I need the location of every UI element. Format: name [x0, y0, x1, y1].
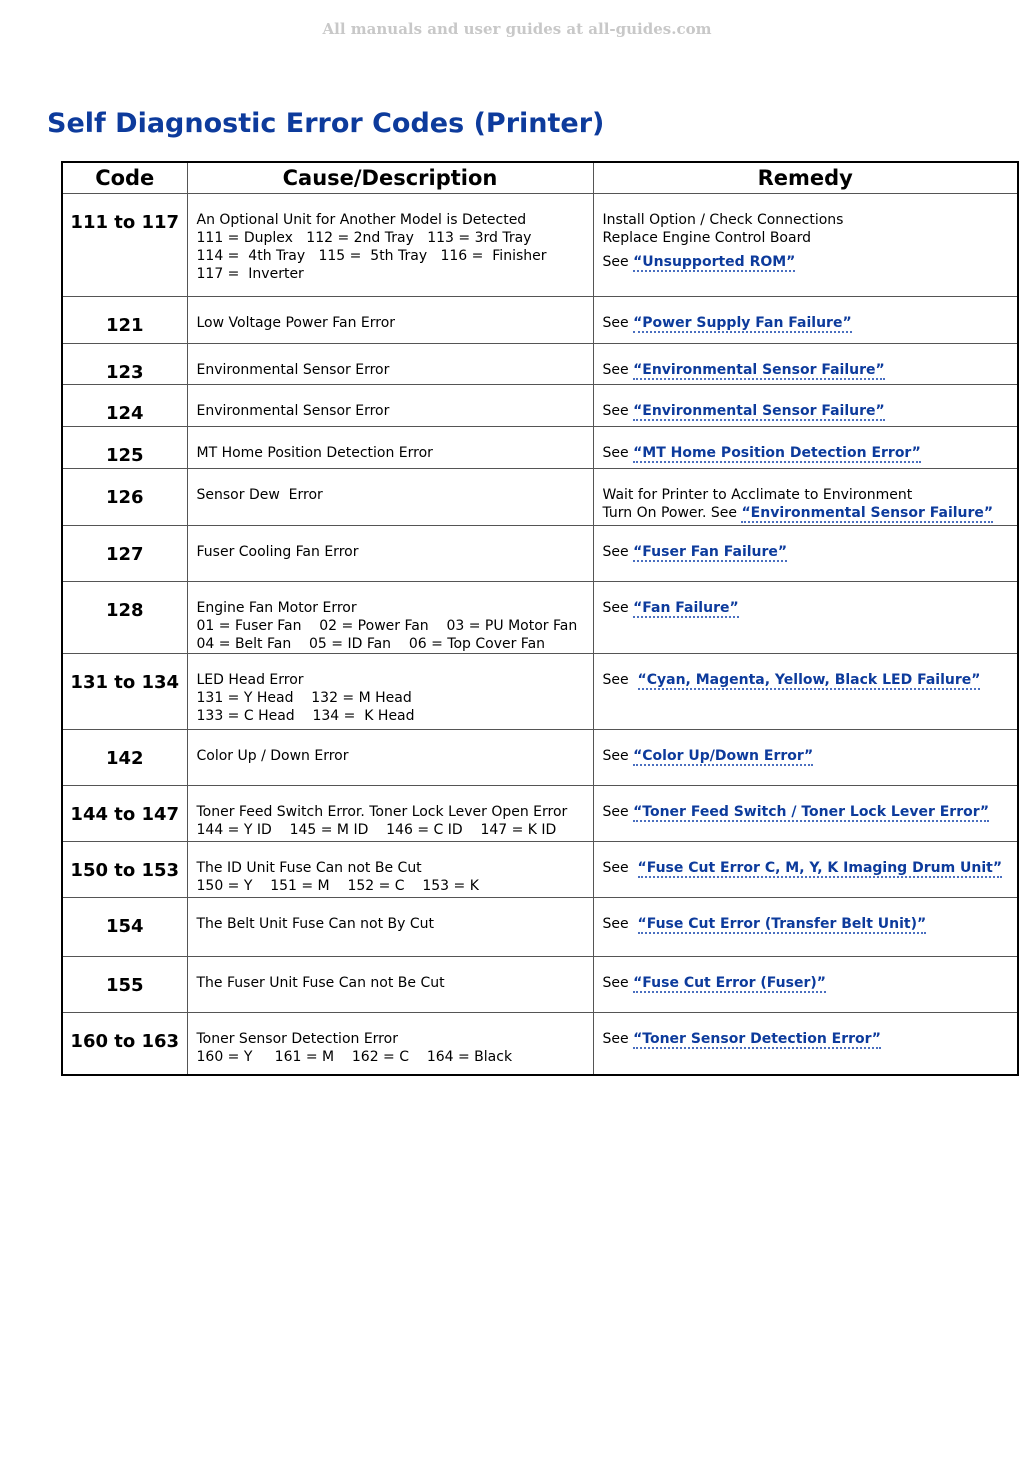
cause-line: LED Head Error: [196, 672, 304, 688]
remedy-line: Replace Engine Control Board: [602, 230, 811, 246]
error-code: 111 to 117: [62, 194, 187, 297]
cause-description: [187, 469, 593, 526]
remedy-see-prefix: See: [602, 804, 634, 820]
remedy: [593, 786, 1018, 842]
watermark: All manuals and user guides at all-guides.com: [322, 20, 712, 38]
error-code: 131 to 134: [62, 654, 187, 730]
error-code: 142: [62, 730, 187, 786]
remedy-see-prefix: See: [602, 403, 634, 419]
error-code: 155: [62, 957, 187, 1013]
cause-line: 133 = C Head 134 = K Head: [196, 708, 415, 724]
remedy-see-line: [603, 974, 1010, 992]
table-row: [62, 1013, 1018, 1075]
cause-line: MT Home Position Detection Error: [196, 445, 433, 461]
cause-line: Sensor Dew Error: [196, 487, 323, 503]
cause-description: [187, 427, 593, 469]
column-header-cause: Cause/Description: [187, 162, 593, 194]
remedy-see-line: [603, 504, 1010, 522]
cause-description: [187, 730, 593, 786]
cause-line: Environmental Sensor Error: [196, 362, 390, 378]
remedy-see-prefix: See: [602, 362, 634, 378]
error-code: 127: [62, 526, 187, 582]
remedy-reference-link[interactable]: “Toner Feed Switch / Toner Lock Lever Error”: [633, 804, 990, 820]
cause-description: [187, 344, 593, 385]
table-row: [62, 344, 1018, 385]
cause-description: [187, 526, 593, 582]
cause-description: [187, 297, 593, 344]
cause-description: [187, 1013, 593, 1075]
cause-line: 117 = Inverter: [196, 266, 304, 282]
remedy: [593, 385, 1018, 427]
cause-description: [187, 582, 593, 654]
remedy-see-line: [603, 859, 1010, 877]
cause-description: [187, 898, 593, 957]
remedy-reference-link[interactable]: “Fuse Cut Error C, M, Y, K Imaging Drum Unit”: [637, 860, 1003, 876]
error-code: 125: [62, 427, 187, 469]
cause-line: 131 = Y Head 132 = M Head: [196, 690, 412, 706]
cause-line: Low Voltage Power Fan Error: [196, 315, 396, 331]
table-header-row: [62, 162, 1018, 194]
cause-line: Color Up / Down Error: [196, 748, 349, 764]
remedy: [593, 1013, 1018, 1075]
remedy-see-line: [603, 402, 1010, 420]
error-code: 123: [62, 344, 187, 385]
remedy-reference-link[interactable]: “Fuser Fan Failure”: [633, 544, 788, 560]
error-code: 124: [62, 385, 187, 427]
error-code: 126: [62, 469, 187, 526]
table-row: [62, 469, 1018, 526]
cause-line: Fuser Cooling Fan Error: [196, 544, 359, 560]
cause-line: 114 = 4th Tray 115 = 5th Tray 116 = Finisher: [196, 248, 547, 264]
error-code: 154: [62, 898, 187, 957]
remedy-reference-link[interactable]: “Fuse Cut Error (Fuser)”: [633, 975, 826, 991]
remedy-reference-link[interactable]: “Cyan, Magenta, Yellow, Black LED Failure”: [637, 672, 981, 688]
remedy-see-prefix: See: [602, 1031, 634, 1047]
remedy: [593, 730, 1018, 786]
cause-line: 04 = Belt Fan 05 = ID Fan 06 = Top Cover Fan: [196, 636, 546, 652]
table-row: [62, 786, 1018, 842]
remedy: [593, 654, 1018, 730]
error-code: 160 to 163: [62, 1013, 187, 1075]
cause-description: [187, 194, 593, 297]
cause-description: [187, 385, 593, 427]
remedy-reference-link[interactable]: “Environmental Sensor Failure”: [633, 362, 885, 378]
remedy-see-line: [603, 1030, 1010, 1048]
remedy-reference-link[interactable]: “Toner Sensor Detection Error”: [633, 1031, 882, 1047]
remedy-reference-link[interactable]: “Fuse Cut Error (Transfer Belt Unit)”: [637, 916, 927, 932]
remedy: [593, 526, 1018, 582]
remedy-see-line: [603, 361, 1010, 379]
remedy-reference-link[interactable]: “Fan Failure”: [633, 600, 739, 616]
cause-description: [187, 786, 593, 842]
table-row: [62, 842, 1018, 898]
remedy-see-line: [603, 599, 1010, 617]
table-row: [62, 898, 1018, 957]
remedy-reference-link[interactable]: “Environmental Sensor Failure”: [633, 403, 885, 419]
remedy-see-prefix: See: [602, 254, 634, 270]
remedy-reference-link[interactable]: “Power Supply Fan Failure”: [633, 315, 852, 331]
table-row: [62, 427, 1018, 469]
cause-line: An Optional Unit for Another Model is Detected: [196, 212, 527, 228]
cause-line: 150 = Y 151 = M 152 = C 153 = K: [196, 878, 479, 894]
error-code-table: [61, 161, 1019, 1076]
remedy-see-line: [603, 915, 1010, 933]
remedy: [593, 297, 1018, 344]
table-row: [62, 297, 1018, 344]
cause-line: Engine Fan Motor Error: [196, 600, 357, 616]
table-body: [62, 194, 1018, 1075]
remedy: [593, 427, 1018, 469]
cause-description: [187, 654, 593, 730]
remedy: [593, 194, 1018, 297]
error-code: 128: [62, 582, 187, 654]
cause-line: The Belt Unit Fuse Can not By Cut: [196, 916, 435, 932]
cause-line: 144 = Y ID 145 = M ID 146 = C ID 147 = K ID: [196, 822, 557, 838]
cause-line: The Fuser Unit Fuse Can not Be Cut: [196, 975, 445, 991]
remedy-see-prefix: See: [602, 672, 638, 688]
error-code: 121: [62, 297, 187, 344]
remedy-line: Install Option / Check Connections: [602, 212, 844, 228]
table-row: [62, 385, 1018, 427]
cause-line: 111 = Duplex 112 = 2nd Tray 113 = 3rd Tray: [196, 230, 532, 246]
cause-line: Environmental Sensor Error: [196, 403, 390, 419]
table-row: [62, 730, 1018, 786]
table-row: [62, 957, 1018, 1013]
table-row: [62, 194, 1018, 297]
remedy-see-prefix: See: [602, 860, 638, 876]
remedy: [593, 582, 1018, 654]
remedy-reference-link[interactable]: “Environmental Sensor Failure”: [741, 505, 994, 521]
cause-line: 01 = Fuser Fan 02 = Power Fan 03 = PU Motor Fan: [196, 618, 578, 634]
remedy-reference-link[interactable]: “Color Up/Down Error”: [633, 748, 814, 764]
remedy: [593, 957, 1018, 1013]
error-code: 144 to 147: [62, 786, 187, 842]
page-title: Self Diagnostic Error Codes (Printer): [47, 108, 605, 139]
cause-description: [187, 842, 593, 898]
column-header-code: Code: [62, 162, 187, 194]
remedy-see-line: [603, 253, 1010, 271]
remedy-see-line: [603, 671, 1010, 689]
remedy-see-line: [603, 747, 1010, 765]
remedy: [593, 842, 1018, 898]
table-row: [62, 582, 1018, 654]
remedy-see-prefix: See: [602, 748, 634, 764]
table-row: [62, 654, 1018, 730]
remedy-see-prefix: See: [602, 975, 634, 991]
cause-description: [187, 957, 593, 1013]
cause-line: Toner Feed Switch Error. Toner Lock Lever Open Error: [196, 804, 568, 820]
remedy-see-prefix: See: [602, 544, 634, 560]
error-code: 150 to 153: [62, 842, 187, 898]
remedy: [593, 469, 1018, 526]
remedy-see-prefix: See: [602, 315, 634, 331]
cause-line: 160 = Y 161 = M 162 = C 164 = Black: [196, 1049, 513, 1065]
remedy-see-line: [603, 803, 1010, 821]
remedy-see-line: [603, 444, 1010, 462]
table-row: [62, 526, 1018, 582]
remedy-reference-link[interactable]: “Unsupported ROM”: [633, 254, 796, 270]
remedy-see-prefix: See: [602, 600, 634, 616]
remedy-see-prefix: See: [602, 916, 638, 932]
remedy-line: Wait for Printer to Acclimate to Environment: [602, 487, 913, 503]
cause-line: The ID Unit Fuse Can not Be Cut: [196, 860, 422, 876]
cause-line: Toner Sensor Detection Error: [196, 1031, 398, 1047]
remedy-see-prefix: Turn On Power. See: [602, 505, 742, 521]
remedy-see-line: [603, 314, 1010, 332]
remedy: [593, 344, 1018, 385]
remedy: [593, 898, 1018, 957]
remedy-see-prefix: See: [602, 445, 634, 461]
remedy-see-line: [603, 543, 1010, 561]
column-header-remedy: Remedy: [593, 162, 1018, 194]
remedy-reference-link[interactable]: “MT Home Position Detection Error”: [633, 445, 921, 461]
